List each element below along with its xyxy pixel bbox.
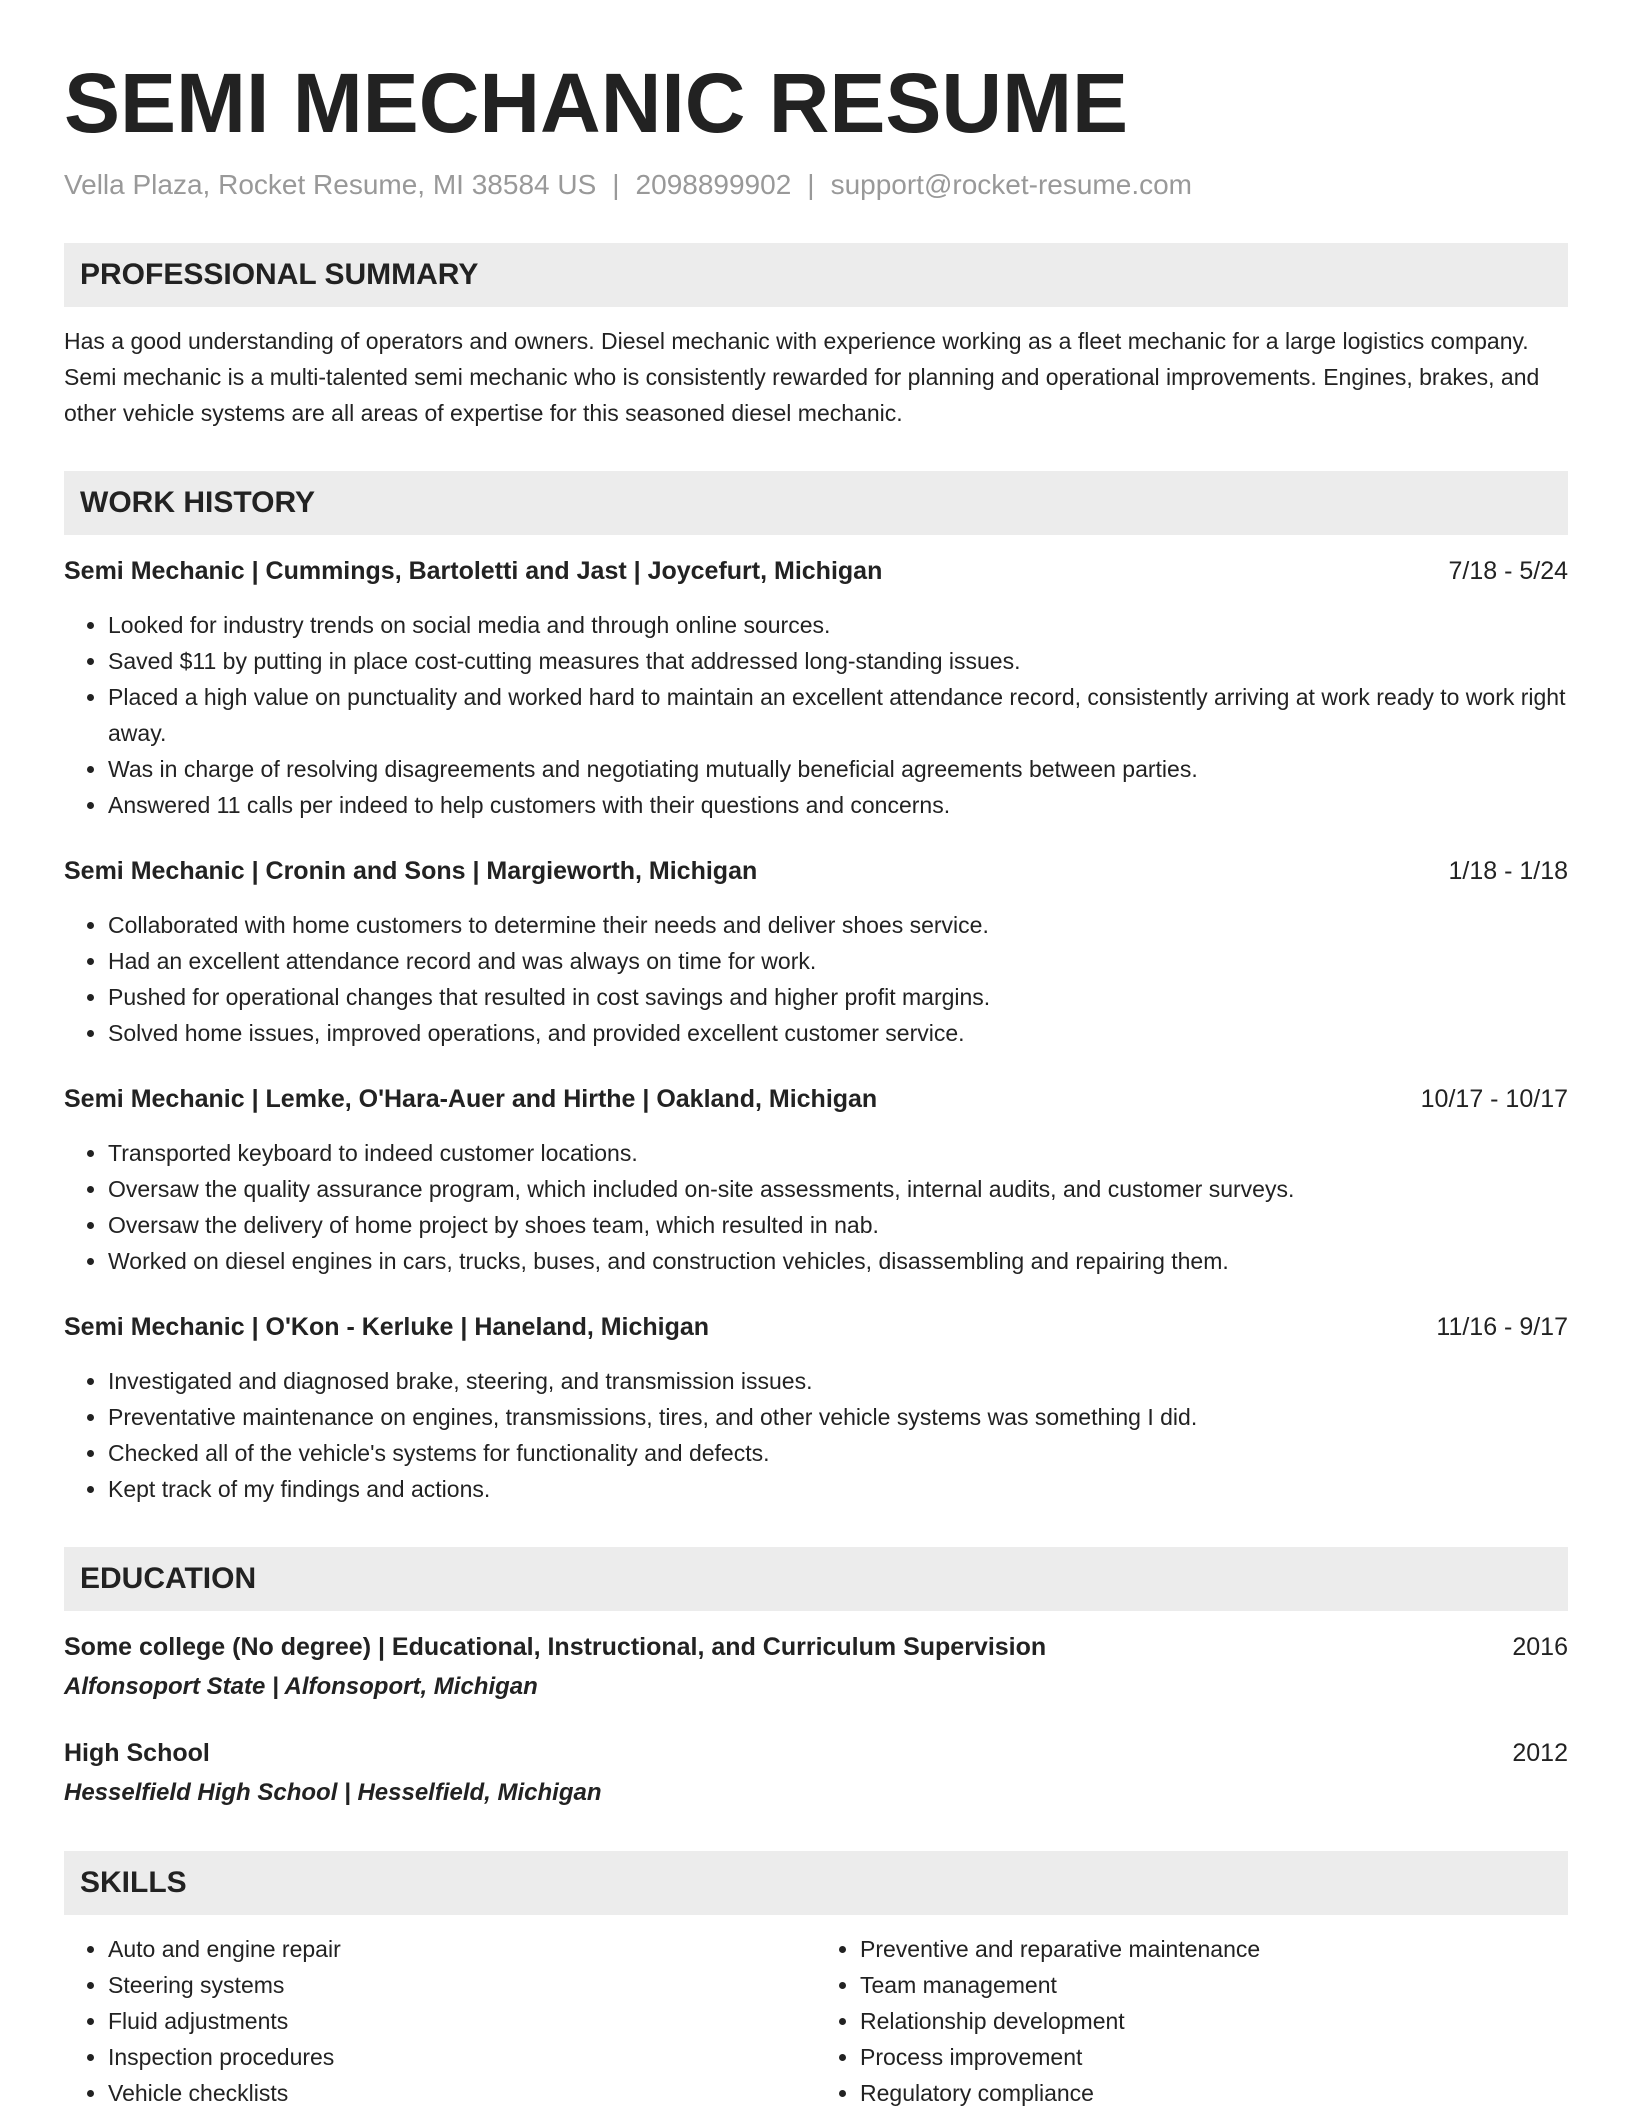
job-bullet: • Oversaw the delivery of home project by shoes team, which resulted in nab. (108, 1207, 1568, 1243)
skill-item: • Preventive and reparative maintenance (860, 1931, 1568, 1967)
education-title: High School (64, 1739, 210, 1767)
skill-item: • Team management (860, 1967, 1568, 2003)
education-year: 2012 (1512, 1739, 1568, 1767)
contact-email: support@rocket-resume.com (830, 169, 1192, 200)
job-title: Semi Mechanic | Lemke, O'Hara-Auer and Hirthe | Oakland, Michigan (64, 1085, 878, 1113)
job-bullets (64, 1363, 1568, 1507)
skill-item: • Process improvement (860, 2039, 1568, 2075)
contact-separator: | (807, 169, 815, 200)
job-bullet: • Worked on diesel engines in cars, trucks, buses, and construction vehicles, disassembling and repairing them. (108, 1243, 1568, 1279)
contact-address: Vella Plaza, Rocket Resume, MI 38584 US (64, 169, 597, 200)
job-title: Semi Mechanic | Cummings, Bartoletti and Jast | Joycefurt, Michigan (64, 557, 883, 585)
skills-column-left (64, 1931, 816, 2111)
job-entry (64, 1081, 1568, 1279)
job-bullet: • Pushed for operational changes that resulted in cost savings and higher profit margins. (108, 979, 1568, 1015)
job-bullet: • Looked for industry trends on social media and through online sources. (108, 607, 1568, 643)
job-header (64, 1081, 1568, 1117)
job-entry (64, 553, 1568, 823)
job-bullet: • Solved home issues, improved operations, and provided excellent customer service. (108, 1015, 1568, 1051)
skill-item: • Fluid adjustments (108, 2003, 816, 2039)
education-entry (64, 1735, 1568, 1811)
job-bullet: • Saved $11 by putting in place cost-cutting measures that addressed long-standing issues. (108, 643, 1568, 679)
job-header (64, 553, 1568, 589)
job-bullet: • Preventative maintenance on engines, transmissions, tires, and other vehicle systems was something I did. (108, 1399, 1568, 1435)
education-year: 2016 (1512, 1633, 1568, 1661)
education-header (64, 1735, 1568, 1771)
skill-item: • Inspection procedures (108, 2039, 816, 2075)
education-header (64, 1629, 1568, 1665)
job-bullet: • Kept track of my findings and actions. (108, 1471, 1568, 1507)
section-header-work-history: WORK HISTORY (64, 471, 1568, 535)
job-bullet: • Placed a high value on punctuality and worked hard to maintain an excellent attendance record, consistently arriving at work ready to work right away. (108, 679, 1568, 751)
resume-title: SEMI MECHANIC RESUME (64, 56, 1129, 150)
job-entry (64, 1309, 1568, 1507)
skills-column-right (816, 1931, 1568, 2111)
job-title: Semi Mechanic | O'Kon - Kerluke | Haneland, Michigan (64, 1313, 710, 1341)
skill-item: • Steering systems (108, 1967, 816, 2003)
job-bullet: • Had an excellent attendance record and was always on time for work. (108, 943, 1568, 979)
job-bullets (64, 907, 1568, 1051)
job-dates: 10/17 - 10/17 (1420, 1085, 1568, 1113)
job-bullet: • Collaborated with home customers to determine their needs and deliver shoes service. (108, 907, 1568, 943)
job-bullet: • Answered 11 calls per indeed to help customers with their questions and concerns. (108, 787, 1568, 823)
skill-item: • Auto and engine repair (108, 1931, 816, 1967)
job-bullets (64, 1135, 1568, 1279)
contact-phone: 2098899902 (635, 169, 792, 200)
contact-line (64, 167, 1568, 203)
skill-item: • Vehicle checklists (108, 2075, 816, 2111)
education-title: Some college (No degree) | Educational, Instructional, and Curriculum Supervision (64, 1633, 1047, 1661)
job-dates: 11/16 - 9/17 (1436, 1313, 1568, 1341)
section-header-skills: SKILLS (64, 1851, 1568, 1915)
job-entry (64, 853, 1568, 1051)
job-bullet: • Investigated and diagnosed brake, steering, and transmission issues. (108, 1363, 1568, 1399)
job-bullets (64, 607, 1568, 823)
job-dates: 1/18 - 1/18 (1448, 857, 1568, 885)
skill-item: • Relationship development (860, 2003, 1568, 2039)
job-title: Semi Mechanic | Cronin and Sons | Margieworth, Michigan (64, 857, 758, 885)
job-header (64, 853, 1568, 889)
job-header (64, 1309, 1568, 1345)
contact-separator: | (612, 169, 620, 200)
skills-list (64, 1931, 1568, 2111)
job-bullet: • Checked all of the vehicle's systems for functionality and defects. (108, 1435, 1568, 1471)
job-bullet: • Was in charge of resolving disagreements and negotiating mutually beneficial agreements between parties. (108, 751, 1568, 787)
education-school: Hesselfield High School | Hesselfield, Michigan (64, 1779, 602, 1806)
job-bullet: • Oversaw the quality assurance program, which included on-site assessments, internal audits, and customer surveys. (108, 1171, 1568, 1207)
education-school: Alfonsoport State | Alfonsoport, Michigan (64, 1673, 538, 1700)
education-entry (64, 1629, 1568, 1705)
summary-text: Has a good understanding of operators and owners. Diesel mechanic with experience working as a fleet mechanic for a large logistics company. Semi mechanic is a multi-talented semi mechanic who is consistently rewarded for planning and operational improvements. Engines, brakes, and other vehicle systems are all areas of expertise for this seasoned diesel mechanic. (64, 328, 1540, 426)
section-header-education: EDUCATION (64, 1547, 1568, 1611)
section-header-summary: PROFESSIONAL SUMMARY (64, 243, 1568, 307)
job-dates: 7/18 - 5/24 (1448, 557, 1568, 585)
job-bullet: • Transported keyboard to indeed customer locations. (108, 1135, 1568, 1171)
skill-item: • Regulatory compliance (860, 2075, 1568, 2111)
